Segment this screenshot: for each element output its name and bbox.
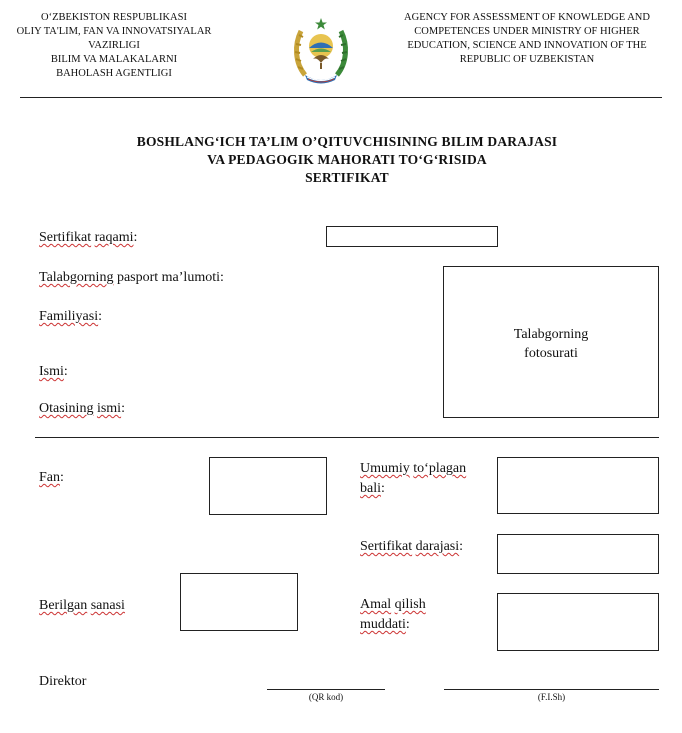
header-left-line: BILIM VA MALAKALARNI	[50, 54, 178, 65]
header-right-line: AGENCY FOR ASSESSMENT OF KNOWLEDGE AND	[404, 12, 650, 23]
patronymic-label	[39, 400, 125, 418]
header-right-line: REPUBLIC OF UZBEKISTAN	[459, 54, 595, 65]
label-word: Sertifikat	[39, 230, 92, 245]
subject-field[interactable]	[209, 457, 327, 515]
director-label: Direktor	[39, 674, 87, 689]
header-left-line: OLIY TA'LIM, FAN VA INNOVATSIYALAR	[16, 26, 212, 37]
label-word: Amal	[360, 597, 392, 612]
label-word: Talabgorning	[39, 270, 114, 285]
header-right-org	[390, 11, 664, 67]
label-tail: :	[459, 539, 464, 554]
label-word: Berilgan	[39, 598, 88, 613]
label-word: darajasi	[415, 539, 460, 554]
label-rest: pasport ma’lumoti:	[113, 270, 224, 285]
label-word: qilish	[394, 597, 426, 612]
surname-label	[39, 308, 102, 326]
cert-level-field[interactable]	[497, 534, 659, 574]
cert-level-label	[360, 538, 463, 556]
label-word: Fan	[39, 470, 60, 485]
label-word: Familiyasi	[39, 309, 99, 324]
fish-line	[444, 689, 659, 690]
label-word: muddati	[360, 617, 406, 632]
cert-number-label	[39, 229, 137, 247]
label-tail: :	[405, 617, 410, 632]
title-line: SERTIFIKAT	[305, 170, 389, 185]
label-word: ismi	[96, 401, 122, 416]
label-tail: :	[98, 309, 103, 324]
label-tail: :	[60, 470, 64, 485]
label-word: raqami	[94, 230, 134, 245]
label-tail: :	[121, 401, 125, 416]
validity-label	[360, 596, 490, 634]
header-left-line: O‘ZBEKISTON RESPUBLIKASI	[41, 12, 187, 23]
validity-field[interactable]	[497, 593, 659, 651]
issue-date-field[interactable]	[180, 573, 298, 631]
fish-caption: (F.I.Sh)	[537, 692, 566, 702]
subject-label	[39, 469, 64, 487]
header-left-line: BAHOLASH AGENTLIGI	[56, 68, 172, 79]
qr-code-line	[267, 689, 385, 690]
name-label	[39, 363, 68, 381]
photo-text-line: Talabgorning	[513, 327, 589, 342]
total-score-label	[360, 460, 490, 498]
header-left-line: VAZIRLIGI	[88, 40, 140, 51]
issue-date-label	[39, 597, 125, 615]
photo-placeholder-text	[444, 325, 658, 363]
total-score-field[interactable]	[497, 457, 659, 514]
header-divider	[20, 97, 662, 98]
label-tail: :	[133, 230, 138, 245]
label-word: Otasining	[39, 401, 94, 416]
document-title	[60, 133, 634, 187]
header-right-line: EDUCATION, SCIENCE AND INNOVATION OF THE	[407, 40, 647, 51]
header-left-org	[6, 11, 222, 81]
label-word: sanasi	[90, 598, 125, 613]
cert-number-field[interactable]	[326, 226, 498, 247]
label-tail: :	[63, 364, 68, 379]
passport-label	[39, 269, 224, 287]
label-word: Sertifikat	[360, 539, 413, 554]
label-word: Ismi	[39, 364, 64, 379]
state-emblem-icon	[291, 15, 351, 85]
photo-text-line: fotosurati	[524, 346, 578, 361]
photo-box[interactable]	[443, 266, 659, 418]
title-line: VA PEDAGOGIK MAHORATI TO‘G‘RISIDA	[207, 152, 487, 167]
label-word: bali	[360, 481, 381, 496]
section-divider	[35, 437, 659, 438]
label-word: Umumiy	[360, 461, 410, 476]
qr-code-caption: (QR kod)	[308, 692, 344, 702]
label-word: to‘plagan	[413, 461, 467, 476]
label-tail: :	[381, 481, 385, 496]
header-right-line: COMPETENCES UNDER MINISTRY OF HIGHER	[414, 26, 640, 37]
title-line: BOSHLANG‘ICH TA’LIM O’QITUVCHISINING BILIM DARAJASI	[136, 134, 558, 149]
